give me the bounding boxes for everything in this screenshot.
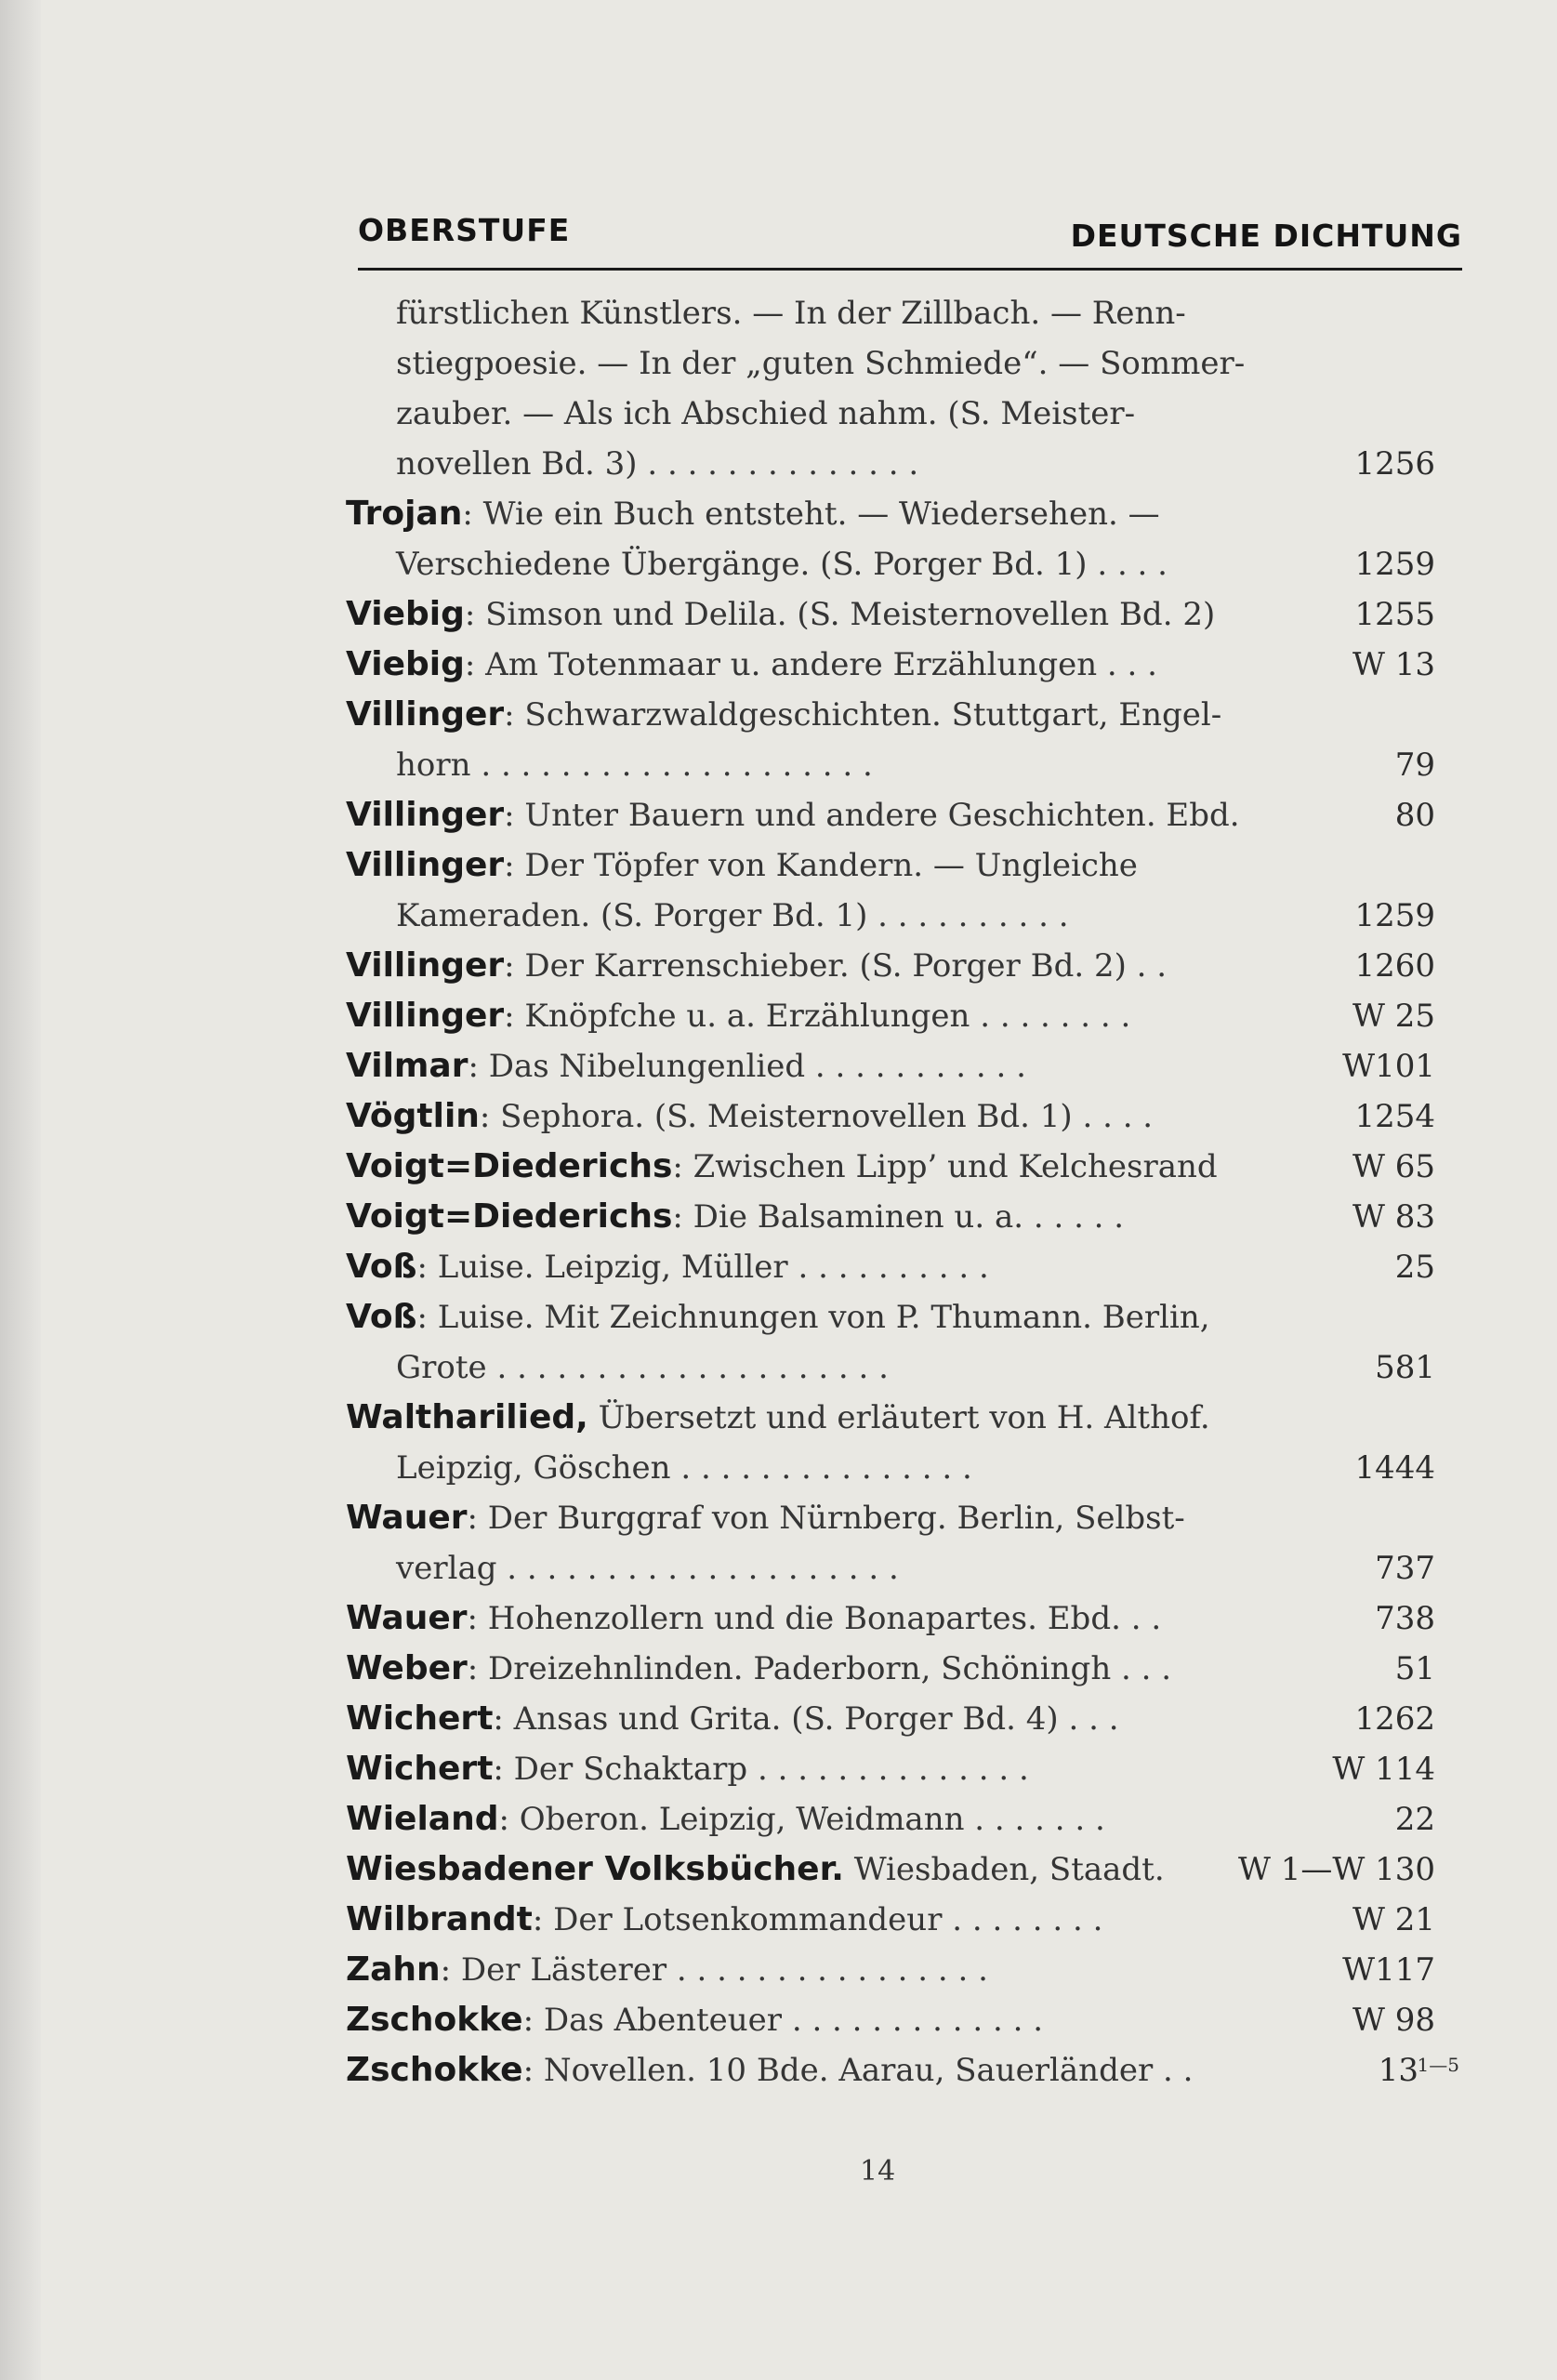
index-entry [346, 1192, 1461, 1242]
entry-line [346, 1895, 1461, 1945]
entry-author: Wichert [346, 1750, 494, 1788]
entry-number: 737 [1367, 1543, 1435, 1593]
entry-text: horn . . . . . . . . . . . . . . . . . . . . [396, 747, 873, 784]
entry-line [346, 1593, 1461, 1644]
entry-line [346, 740, 1461, 790]
entry-number: W 25 [1345, 991, 1435, 1041]
index-entry [346, 640, 1461, 690]
entry-text: : Sephora. (S. Meisternovellen Bd. 1) . . . . [479, 1098, 1154, 1135]
entry-text: : Der Lotsenkommandeur . . . . . . . . [532, 1901, 1103, 1938]
entry-number: 1255 [1347, 589, 1435, 640]
entry-author: Villinger [346, 796, 505, 834]
index-entry [346, 690, 1461, 790]
entry-line [346, 1091, 1461, 1142]
entry-line [346, 1844, 1461, 1895]
entry-author: Villinger [346, 946, 505, 985]
index-entry [346, 1895, 1461, 1945]
entry-text: novellen Bd. 3) . . . . . . . . . . . . . . [396, 445, 919, 483]
entry-line [346, 338, 1461, 389]
entry-text: : Der Töpfer von Kandern. — Ungleiche [504, 847, 1138, 884]
entry-author: Wiesbadener Volksbücher. [346, 1850, 844, 1888]
index-entry [346, 1142, 1461, 1192]
entry-number: 80 [1388, 790, 1435, 840]
entry-author: Weber [346, 1649, 468, 1687]
index-entry [346, 1694, 1461, 1744]
entry-author: Vilmar [346, 1047, 468, 1085]
entry-text: : Luise. Mit Zeichnungen von P. Thumann. Berlin, [416, 1299, 1210, 1336]
entry-author: Waltharilied, [346, 1398, 588, 1436]
entry-author: Wichert [346, 1699, 494, 1738]
entry-line [346, 690, 1461, 740]
entry-text: : Das Abenteuer . . . . . . . . . . . . . [522, 2002, 1044, 2039]
entry-number: 581 [1367, 1342, 1435, 1393]
entry-text: : Zwischen Lipp’ und Kelchesrand [672, 1148, 1218, 1185]
entry-number: 13 1—5 [1371, 2045, 1418, 2096]
entry-text: : Hohenzollern und die Bonapartes. Ebd. . . [467, 1600, 1162, 1637]
entry-author: Zahn [346, 1950, 441, 1989]
entry-text: : Das Nibelungenlied . . . . . . . . . . . [468, 1048, 1026, 1085]
index-entry [346, 589, 1461, 640]
index-entry [346, 1945, 1461, 1995]
index-entry [346, 1292, 1461, 1393]
entry-number: W 65 [1345, 1142, 1435, 1192]
entry-text: : Ansas und Grita. (S. Porger Bd. 4) . . . [493, 1700, 1119, 1738]
entry-text: Kameraden. (S. Porger Bd. 1) . . . . . . . . . . [396, 897, 1069, 934]
entry-text: Verschiedene Übergänge. (S. Porger Bd. 1) . . . . [396, 546, 1168, 583]
entry-line [346, 1644, 1461, 1694]
entry-line [346, 1995, 1461, 2045]
entry-text: : Der Burggraf von Nürnberg. Berlin, Selbst- [467, 1500, 1185, 1537]
entry-text: Leipzig, Göschen . . . . . . . . . . . . . . . [396, 1449, 972, 1487]
entry-author: Villinger [346, 846, 505, 884]
entry-text: : Unter Bauern und andere Geschichten. Ebd. [504, 797, 1240, 834]
entry-number: 1259 [1347, 539, 1435, 589]
entry-text: : Simson und Delila. (S. Meisternovellen Bd. 2) [464, 596, 1216, 633]
entry-number: 25 [1388, 1242, 1435, 1292]
index-entry [346, 1593, 1461, 1644]
index-entry [346, 1744, 1461, 1794]
entry-number: 1260 [1347, 941, 1435, 991]
entry-line [346, 941, 1461, 991]
entry-author: Trojan [346, 495, 463, 533]
header-right: DEUTSCHE DICHTUNG [1070, 218, 1462, 254]
entry-author: Voigt=Diederichs [346, 1197, 673, 1236]
entry-line [346, 439, 1461, 489]
entry-number: W 114 [1325, 1744, 1435, 1794]
index-entry [346, 1242, 1461, 1292]
entry-line [346, 1443, 1461, 1493]
entry-line [346, 1192, 1461, 1242]
entry-number: 1256 [1347, 439, 1435, 489]
entry-line [346, 790, 1461, 840]
entry-text: stiegpoesie. — In der „guten Schmiede“. — Sommer- [396, 345, 1246, 382]
entry-line [346, 2045, 1461, 2096]
page-number: 14 [860, 2155, 896, 2188]
header-left: OBERSTUFE [358, 212, 571, 248]
entry-number: 51 [1388, 1644, 1435, 1694]
entry-line [346, 1543, 1461, 1593]
index-entry [346, 1844, 1461, 1895]
entry-author: Wilbrandt [346, 1900, 533, 1938]
entry-author: Voigt=Diederichs [346, 1147, 673, 1185]
entry-line [346, 1142, 1461, 1192]
entry-text: Wiesbaden, Staadt. [843, 1851, 1165, 1888]
entry-text: Grote . . . . . . . . . . . . . . . . . . . . [396, 1349, 889, 1386]
index-entry [346, 1091, 1461, 1142]
header-rule [358, 268, 1462, 271]
entry-line [346, 589, 1461, 640]
entry-number: 1259 [1347, 891, 1435, 941]
running-head [358, 212, 1462, 257]
entry-author: Zschokke [346, 2051, 523, 2089]
entry-author: Wieland [346, 1800, 499, 1838]
index-entry [346, 2045, 1461, 2096]
entry-number: 79 [1388, 740, 1435, 790]
entry-number: W 13 [1345, 640, 1435, 690]
index-entry [346, 1794, 1461, 1844]
entry-author: Wauer [346, 1599, 468, 1637]
entry-text: : Der Schaktarp . . . . . . . . . . . . . . [493, 1751, 1029, 1788]
entry-line [346, 539, 1461, 589]
index-entry [346, 1393, 1461, 1493]
entry-author: Viebig [346, 645, 465, 683]
entry-line [346, 1393, 1461, 1443]
entry-text: : Am Totenmaar u. andere Erzählungen . . . [464, 646, 1157, 683]
entry-number: W 83 [1345, 1192, 1435, 1242]
entry-text: verlag . . . . . . . . . . . . . . . . . . . . [396, 1550, 899, 1587]
entry-number: 22 [1388, 1794, 1435, 1844]
entry-text: zauber. — Als ich Abschied nahm. (S. Meister- [396, 395, 1136, 432]
index-entry [346, 1644, 1461, 1694]
entry-text: : Luise. Leipzig, Müller . . . . . . . . . . [416, 1249, 989, 1286]
entry-text: : Schwarzwaldgeschichten. Stuttgart, Engel- [504, 696, 1222, 734]
entry-author: Wauer [346, 1499, 468, 1537]
index-entry [346, 288, 1461, 489]
entry-text: : Dreizehnlinden. Paderborn, Schöningh . . . [467, 1650, 1172, 1687]
entry-author: Villinger [346, 997, 505, 1035]
index-entries [346, 288, 1461, 2096]
entry-line [346, 1242, 1461, 1292]
entry-text: : Der Karrenschieber. (S. Porger Bd. 2) . . [504, 947, 1168, 985]
index-entry [346, 991, 1461, 1041]
entry-line [346, 1744, 1461, 1794]
entry-line [346, 1342, 1461, 1393]
page-edge [0, 0, 41, 2380]
entry-author: Vögtlin [346, 1097, 480, 1135]
entry-number: 738 [1367, 1593, 1435, 1644]
entry-line [346, 389, 1461, 439]
index-entry [346, 1995, 1461, 2045]
entry-author: Viebig [346, 595, 465, 633]
entry-line [346, 891, 1461, 941]
entry-line [346, 489, 1461, 539]
index-entry [346, 1041, 1461, 1091]
entry-number: W 21 [1345, 1895, 1435, 1945]
entry-line [346, 1694, 1461, 1744]
entry-line [346, 1945, 1461, 1995]
entry-number: W117 [1335, 1945, 1435, 1995]
index-entry [346, 1493, 1461, 1593]
index-entry [346, 489, 1461, 589]
entry-text: : Knöpfche u. a. Erzählungen . . . . . . . . [504, 998, 1131, 1035]
entry-line [346, 840, 1461, 891]
index-entry [346, 840, 1461, 941]
entry-author: Zschokke [346, 2001, 523, 2039]
entry-number: W 98 [1345, 1995, 1435, 2045]
entry-number: 1444 [1347, 1443, 1435, 1493]
entry-author: Voß [346, 1248, 417, 1286]
entry-text: : Oberon. Leipzig, Weidmann . . . . . . . [498, 1801, 1105, 1838]
entry-line [346, 1041, 1461, 1091]
entry-text: : Die Balsaminen u. a. . . . . . [672, 1198, 1125, 1236]
entry-number: 1262 [1347, 1694, 1435, 1744]
index-entry [346, 941, 1461, 991]
index-entry [346, 790, 1461, 840]
entry-line [346, 991, 1461, 1041]
entry-text: : Der Lästerer . . . . . . . . . . . . . . . . [440, 1951, 988, 1989]
entry-number: W 1—W 130 [1231, 1844, 1435, 1895]
entry-line [346, 1493, 1461, 1543]
entry-line [346, 640, 1461, 690]
entry-text: Übersetzt und erläutert von H. Althof. [587, 1399, 1210, 1436]
entry-text: : Wie ein Buch entsteht. — Wiedersehen. — [462, 496, 1160, 533]
entry-number: W101 [1335, 1041, 1435, 1091]
entry-line [346, 1794, 1461, 1844]
entry-volume-range: 1—5 [1417, 2054, 1459, 2076]
entry-author: Voß [346, 1298, 417, 1336]
entry-text: fürstlichen Künstlers. — In der Zillbach. — Renn- [396, 295, 1186, 332]
entry-line [346, 288, 1461, 338]
entry-author: Villinger [346, 695, 505, 734]
entry-number: 1254 [1347, 1091, 1435, 1142]
entry-text: : Novellen. 10 Bde. Aarau, Sauerländer . . [522, 2052, 1194, 2089]
entry-line [346, 1292, 1461, 1342]
